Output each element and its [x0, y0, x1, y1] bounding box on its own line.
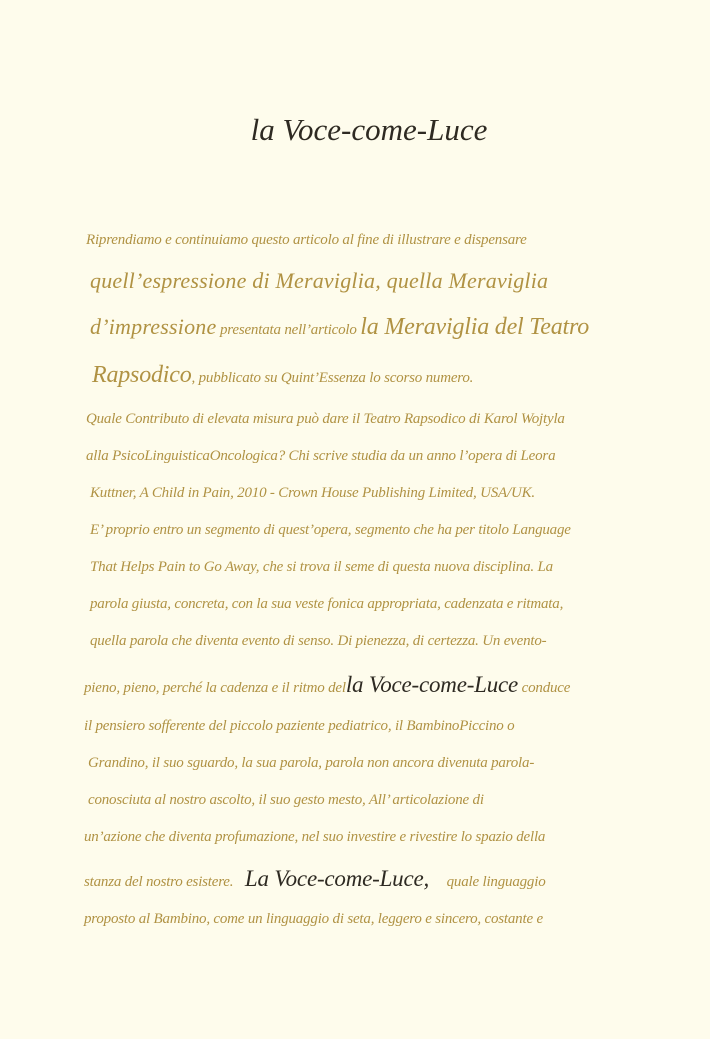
- paragraph-line: [84, 866, 546, 892]
- paragraph-line: proposto al Bambino, come un linguaggio di seta, leggero e sincero, costante e: [84, 911, 543, 927]
- paragraph-line: [90, 314, 589, 341]
- paragraph-line: un’azione che diventa profumazione, nel suo investire e rivestire lo spazio della: [84, 829, 546, 845]
- paragraph-line: Riprendiamo e continuiamo questo articolo al fine di illustrare e dispensare: [86, 232, 527, 248]
- paragraph-line: E’ proprio entro un segmento di quest’opera, segmento che ha per titolo Language: [90, 522, 571, 538]
- paragraph-line: quell’espressione di Meraviglia, quella Meraviglia: [90, 268, 549, 293]
- article-title: la Voce-come-Luce: [250, 112, 488, 147]
- paragraph-line: That Helps Pain to Go Away, che si trova il seme di questa nuova disciplina. La: [90, 559, 553, 575]
- paragraph-line: quella parola che diventa evento di senso. Di pienezza, di certezza. Un evento-: [90, 633, 547, 649]
- article-reference-end: Rapsodico: [92, 362, 192, 388]
- article-reference: la Meraviglia del Teatro: [360, 314, 590, 340]
- paragraph-fragment: quale linguaggio: [446, 874, 546, 890]
- paragraph-line: [84, 672, 570, 698]
- highlight-phrase: La Voce-come-Luce,: [244, 866, 430, 891]
- paragraph-line: [92, 362, 473, 389]
- highlight-phrase: la Voce-come-Luce: [345, 672, 519, 697]
- paragraph-line: alla PsicoLinguisticaOncologica? Chi scrive studia da un anno l’opera di Leora: [86, 448, 556, 464]
- paragraph-line: conosciuta al nostro ascolto, il suo gesto mesto, All’ articolazione di: [88, 792, 484, 808]
- paragraph-fragment: , pubblicato su Quint’Essenza lo scorso numero.: [191, 370, 474, 386]
- paragraph-fragment: stanza del nostro esistere.: [84, 874, 234, 890]
- paragraph-line: parola giusta, concreta, con la sua veste fonica appropriata, cadenzata e ritmata,: [90, 596, 564, 612]
- paragraph-line: il pensiero sofferente del piccolo paziente pediatrico, il BambinoPiccino o: [84, 718, 515, 734]
- paragraph-fragment: presentata nell’articolo: [220, 322, 357, 338]
- paragraph-fragment: pieno, pieno, perché la cadenza e il ritmo del: [84, 680, 346, 696]
- paragraph-line: Grandino, il suo sguardo, la sua parola, parola non ancora divenuta parola-: [88, 755, 535, 771]
- paragraph-fragment: conduce: [521, 680, 571, 696]
- paragraph-fragment: d’impressione: [90, 314, 217, 339]
- paragraph-line: Kuttner, A Child in Pain, 2010 - Crown House Publishing Limited, USA/UK.: [90, 485, 535, 501]
- paragraph-line: Quale Contributo di elevata misura può dare il Teatro Rapsodico di Karol Wojtyla: [86, 411, 565, 427]
